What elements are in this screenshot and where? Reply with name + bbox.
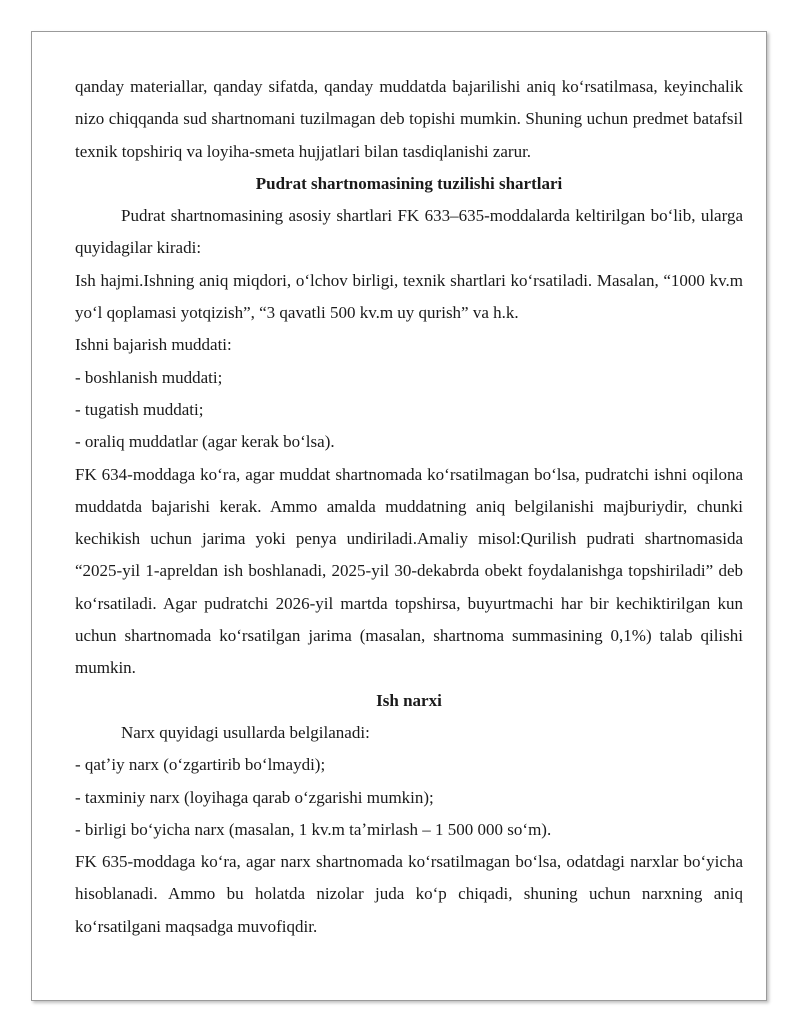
paragraph-main-terms: Pudrat shartnomasining asosiy shartlari FK 633–635-moddalarda keltirilgan boʻlib, ularga quyidagilar kiradi:	[75, 206, 743, 258]
list-item-fixed-price: - qatʼiy narx (oʻzgartirib boʻlmaydi);	[75, 755, 326, 775]
list-item-deadline-start: - boshlanish muddati;	[75, 367, 223, 387]
paragraph-article-635: FK 635-moddaga koʻra, agar narx shartnomada koʻrsatilmagan boʻlsa, odatdagi narxlar boʻyicha hisoblanadi. Ammo bu holatda nizolar juda koʻp chiqadi, shuning uchun narxning aniq koʻrsatilgani maqsadga muvofiqdir.	[75, 852, 743, 936]
paragraph-work-volume: Ish hajmi.Ishning aniq miqdori, oʻlchov birligi, texnik shartlari koʻrsatiladi. Masalan, “1000 kv.m yoʻl qoplamasi yotqizish”, “3 qavatli 500 kv.m uy qurish” va h.k.	[75, 270, 743, 323]
list-item-estimated-price: - taxminiy narx (loyihaga qarab oʻzgarishi mumkin);	[75, 787, 434, 807]
list-item-deadline-interim: - oraliq muddatlar (agar kerak boʻlsa).	[75, 432, 335, 452]
document-body	[75, 71, 743, 943]
paragraph-price-methods: Narx quyidagi usullarda belgilanadi:	[121, 722, 370, 742]
paragraph-deadline-heading: Ishni bajarish muddati:	[75, 335, 232, 355]
section-heading-contract-terms: Pudrat shartnomasining tuzilishi shartlari	[255, 173, 563, 193]
list-item-deadline-end: - tugatish muddati;	[75, 399, 204, 419]
paragraph-intro: qanday materiallar, qanday sifatda, qanday muddatda bajarilishi aniq koʻrsatilmasa, keyinchalik nizo chiqqanda sud shartnomani tuzilmagan deb topishi mumkin. Shuning uchun predmet batafsil texnik topshiriq va loyiha-smeta hujjatlari bilan tasdiqlanishi zarur.	[75, 77, 743, 161]
list-item-unit-price: - birligi boʻyicha narx (masalan, 1 kv.m taʼmirlash – 1 500 000 soʻm).	[75, 819, 552, 839]
section-heading-price: Ish narxi	[376, 690, 442, 710]
paragraph-article-634: FK 634-moddaga koʻra, agar muddat shartnomada koʻrsatilmagan boʻlsa, pudratchi ishni oqilona muddatda bajarishi kerak. Ammo amalda muddatning aniq belgilanishi majburiydir, chunki kechikish uchun jarima yoki penya undiriladi.Amaliy misol:Qurilish pudrati shartnomasida “2025-yil 1-apreldan ish boshlanadi, 2025-yil 30-dekabrda obekt foydalanishga topshiriladi” deb koʻrsatiladi. Agar pudratchi 2026-yil martda topshirsa, buyurtmachi har bir kechiktirilgan kun uchun shartnomada koʻrsatilgan jarima (masalan, shartnoma summasining 0,1%) talab qilishi mumkin.	[75, 464, 743, 678]
